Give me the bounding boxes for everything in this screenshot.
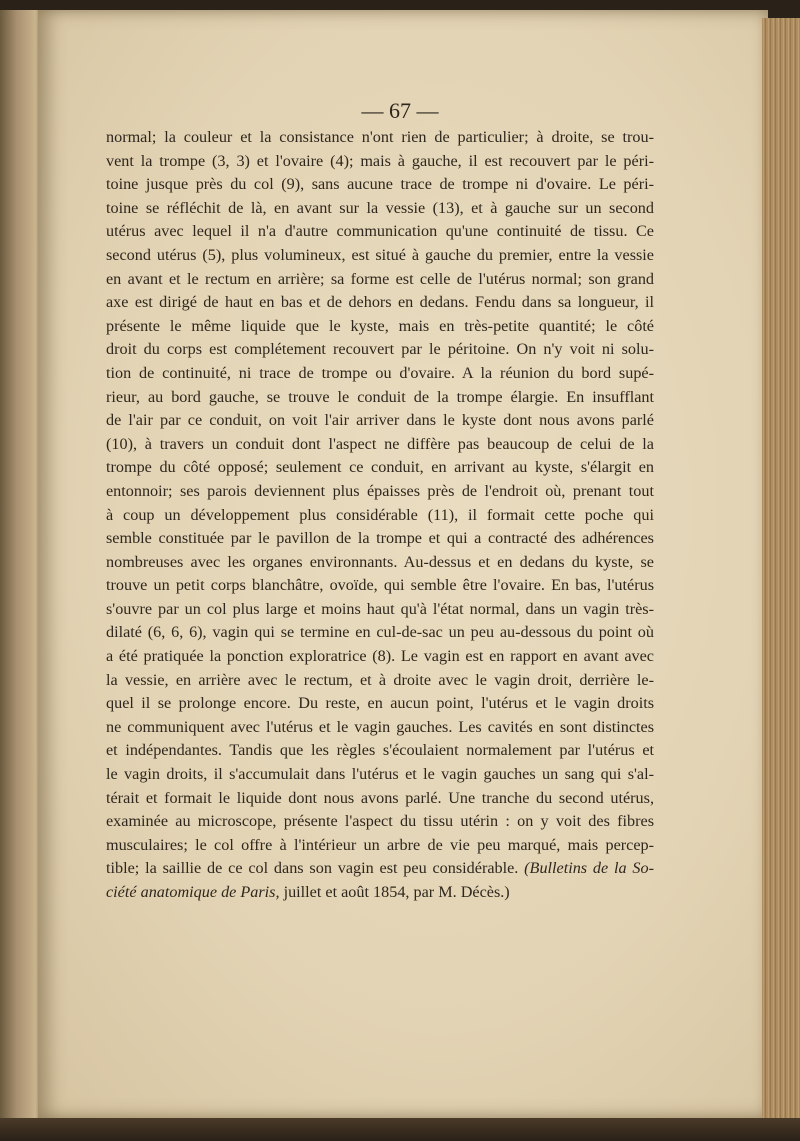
text-line: trompe du côté opposé; seulement ce conduit, en arrivant au kyste, s'élargit en (106, 458, 654, 477)
text-line: musculaires; le col offre à l'intérieur un arbre de vie peu marqué, mais percep- (106, 835, 654, 854)
page-stack-edge (762, 18, 800, 1118)
text-line: semble constituée par le pavillon de la trompe et qui a contracté des adhérences (106, 529, 654, 548)
text-line: entonnoir; ses parois deviennent plus épaisses près de l'endroit où, prenant tout (106, 481, 654, 500)
text-line: présente le même liquide que le kyste, mais en très-petite quantité; le côté (106, 316, 654, 335)
text-line: dilaté (6, 6, 6), vagin qui se termine en cul-de-sac un peu au-dessous du point où (106, 623, 654, 642)
text-line: toine se réfléchit de là, en avant sur la vessie (13), et à gauche sur un second (106, 198, 654, 217)
text-line: trouve un petit corps blanchâtre, ovoïde, qui semble être l'ovaire. En bas, l'utérus (106, 576, 654, 595)
binding-shadow (0, 1118, 800, 1141)
page-number: — 67 — (361, 98, 439, 123)
text-line: toine jusque près du col (9), sans aucune trace de trompe ni d'ovaire. Le péri- (106, 175, 654, 194)
text-line: normal; la couleur et la consistance n'ont rien de particulier; à droite, se trou- (106, 128, 654, 146)
text-line: utérus avec lequel il n'a d'autre communication qu'une continuité de tissu. Ce (106, 222, 654, 241)
text-line: le vagin droits, il s'accumulait dans l'utérus et le vagin gauches un sang qui s'al- (106, 765, 654, 784)
text-line: second utérus (5), plus volumineux, est situé à gauche du premier, entre la vessie (106, 245, 654, 264)
citation-journal-part-a: (Bulletins de la So- (524, 859, 655, 878)
body-text (106, 126, 654, 905)
left-page-edge (0, 10, 42, 1141)
citation-tail: juillet et août 1854, par M. Décès.) (283, 883, 510, 901)
text-line: a été pratiquée la ponction exploratrice (8). Le vagin est en rapport en avant avec (106, 647, 654, 666)
text-line: (10), à travers un conduit dont l'aspect ne diffère pas beaucoup de celui de la (106, 434, 654, 453)
text-line: nombreuses avec les organes environnants. Au-dessus et en dedans du kyste, se (106, 552, 654, 571)
text-line-with-citation (106, 857, 654, 881)
text-line: ne communiquent avec l'utérus et le vagin gauches. Les cavités en sont distinctes (106, 717, 654, 736)
text-line: térait et formait le liquide dont nous avons parlé. Une tranche du second utérus, (106, 788, 654, 807)
citation-line (106, 881, 654, 905)
text-line: rieur, au bord gauche, se trouve le conduit de la trompe élargie. En insufflant (106, 387, 654, 406)
text-line: droit du corps est complétement recouvert par le péritoine. On n'y voit ni solu- (106, 340, 654, 359)
text-line: en avant et le rectum en arrière; sa forme est celle de l'utérus normal; son grand (106, 269, 654, 288)
text-line: axe est dirigé de haut en bas et de dehors en dedans. Fendu dans sa longueur, il (106, 293, 654, 312)
text-line: à coup un développement plus considérable (11), il formait cette poche qui (106, 505, 654, 524)
text-line: la vessie, en arrière avec le rectum, et à droite avec le vagin droit, derrière le- (106, 670, 654, 689)
text-line: tion de continuité, ni trace de trompe ou d'ovaire. A la réunion du bord supé- (106, 363, 654, 382)
text-line: tible; la saillie de ce col dans son vagin est peu considérable. (106, 859, 519, 878)
text-line: et indépendantes. Tandis que les règles s'écoulaient normalement par l'utérus et (106, 741, 654, 760)
text-line: s'ouvre par un col plus large et moins haut qu'à l'état normal, dans un vagin très- (106, 599, 654, 618)
text-line: de l'air par ce conduit, on voit l'air arriver dans le kyste dont nous avons parlé (106, 411, 654, 430)
text-line: examinée au microscope, présente l'aspect du tissu utérin : on y voit des fibres (106, 812, 654, 831)
text-line: vent la trompe (3, 3) et l'ovaire (4); mais à gauche, il est recouvert par le péri- (106, 151, 654, 170)
citation-journal-part-b: ciété anatomique de Paris, (106, 883, 280, 901)
text-line: quel il se prolonge encore. Du reste, en aucun point, l'utérus et le vagin droits (106, 694, 654, 713)
